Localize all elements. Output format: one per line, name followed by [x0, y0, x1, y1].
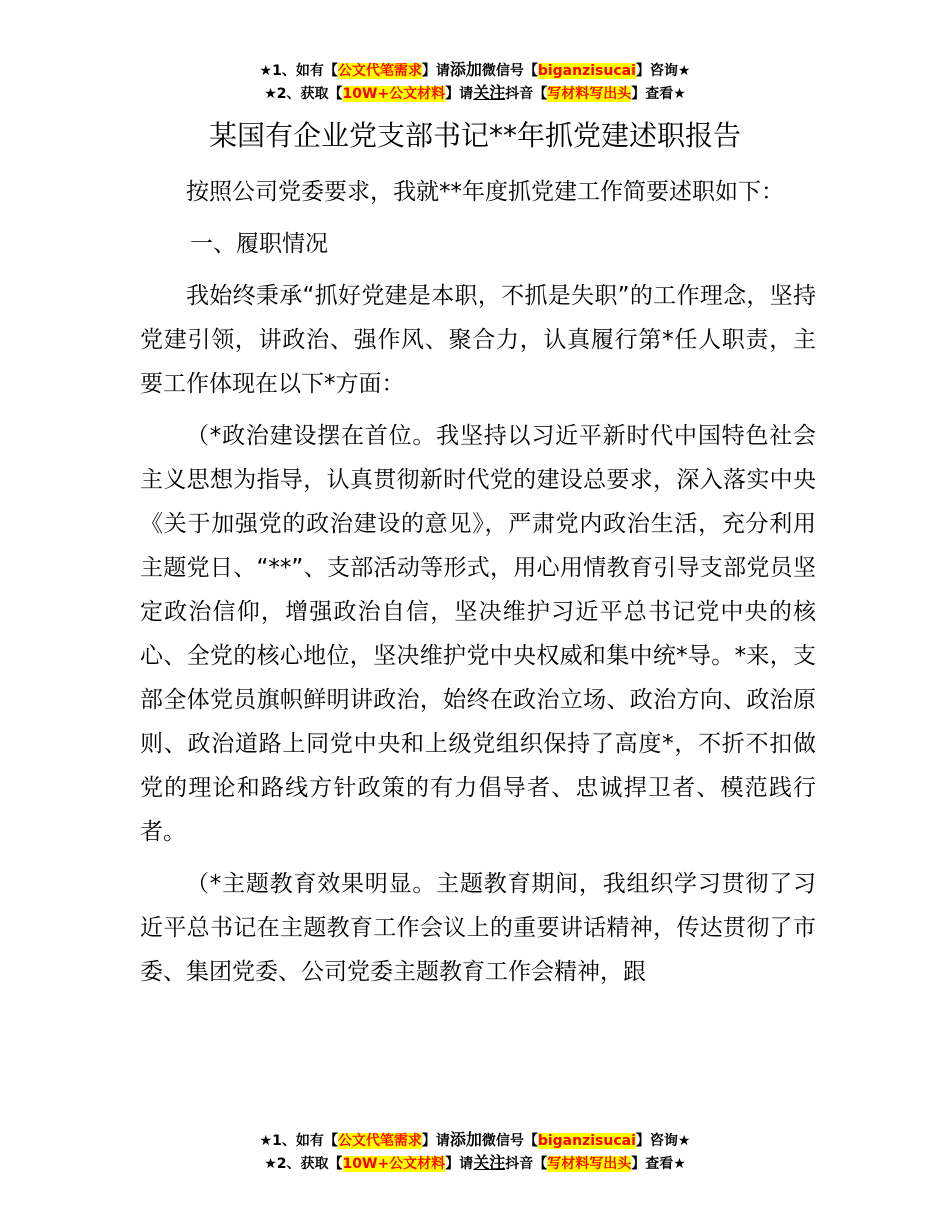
promo-line-2-mid: 】请	[445, 86, 474, 102]
promo-line-2-mid2: 抖音【	[505, 86, 548, 102]
promo-highlight-service: 公文代笔需求	[337, 63, 422, 79]
paragraph-overview: 我始终秉承“抓好党建是本职，不抓是失职”的工作理念，坚持党建引领，讲政治、强作风、聚合力，认真履行第*任人职责，主要工作体现在以下*方面：	[140, 283, 816, 397]
promo-line-1-prefix: ★1、如有【	[259, 63, 338, 79]
promo-highlight-service: 公文代笔需求	[337, 1133, 422, 1149]
promo-line-2	[0, 82, 950, 105]
promo-line-2-mid: 】请	[445, 1156, 474, 1172]
promo-line-1-mid2: 微信号【	[481, 1133, 538, 1149]
promo-line-2-prefix: ★2、获取【	[264, 1156, 343, 1172]
promo-line-1-prefix: ★1、如有【	[259, 1133, 338, 1149]
paragraph-education: （*主题教育效果明显。主题教育期间，我组织学习贯彻了习近平总书记在主题教育工作会议上的重要讲话精神，传达贯彻了市委、集团党委、公司党委主题教育工作会精神，跟	[140, 871, 816, 985]
promo-line-2-prefix: ★2、获取【	[264, 86, 343, 102]
promo-emph-add: 添加	[449, 1130, 482, 1149]
document-title: 某国有企业党支部书记**年抓党建述职报告	[208, 119, 741, 152]
promo-highlight-wechat: biganzisucai	[537, 63, 636, 79]
document-body	[140, 170, 816, 1002]
promo-highlight-douyin: 写材料写出头	[547, 86, 632, 102]
promo-emph-add: 添加	[449, 60, 482, 79]
promo-line-1-suffix: 】咨询★	[635, 1133, 691, 1149]
promo-highlight-wechat: biganzisucai	[537, 1133, 636, 1149]
section-heading: 一、履职情况	[190, 231, 328, 257]
promo-banner-top	[0, 59, 950, 105]
promo-highlight-douyin: 写材料写出头	[547, 1156, 632, 1172]
paragraph-intro: 按照公司党委要求，我就**年度抓党建工作简要述职如下：	[186, 179, 784, 205]
promo-line-1	[0, 59, 950, 82]
promo-highlight-materials: 10W+公文材料	[342, 1156, 446, 1172]
promo-line-1-mid: 】请	[421, 1133, 450, 1149]
promo-line-1	[0, 1129, 950, 1152]
promo-banner-bottom	[0, 1129, 950, 1175]
promo-line-1-mid2: 微信号【	[481, 63, 538, 79]
promo-line-1-suffix: 】咨询★	[635, 63, 691, 79]
promo-line-2-suffix: 】查看★	[631, 86, 686, 102]
paragraph-political: （*政治建设摆在首位。我坚持以习近平新时代中国特色社会主义思想为指导，认真贯彻新时代党的建设总要求，深入落实中央《关于加强党的政治建设的意见》，严肃党内政治生活，充分利用主题党日、“**”、支部活动等形式，用心用情教育引导支部党员坚定政治信仰，增强政治自信，坚决维护习近平总书记党中央的核心、全党的核心地位，坚决维护党中央权威和集中统*导。*来，支部全体党员旗帜鲜明讲政治，始终在政治立场、政治方向、政治原则、政治道路上同党中央和上级党组织保持了高度*，不折不扣做党的理论和路线方针政策的有力倡导者、忠诚捍卫者、模范践行者。	[140, 423, 817, 845]
promo-line-2-suffix: 】查看★	[631, 1156, 686, 1172]
promo-emph-follow: 关注	[473, 1153, 506, 1172]
promo-line-1-mid: 】请	[421, 63, 450, 79]
promo-line-2-mid2: 抖音【	[505, 1156, 548, 1172]
promo-highlight-materials: 10W+公文材料	[342, 86, 446, 102]
promo-emph-follow: 关注	[473, 83, 506, 102]
promo-line-2	[0, 1152, 950, 1175]
